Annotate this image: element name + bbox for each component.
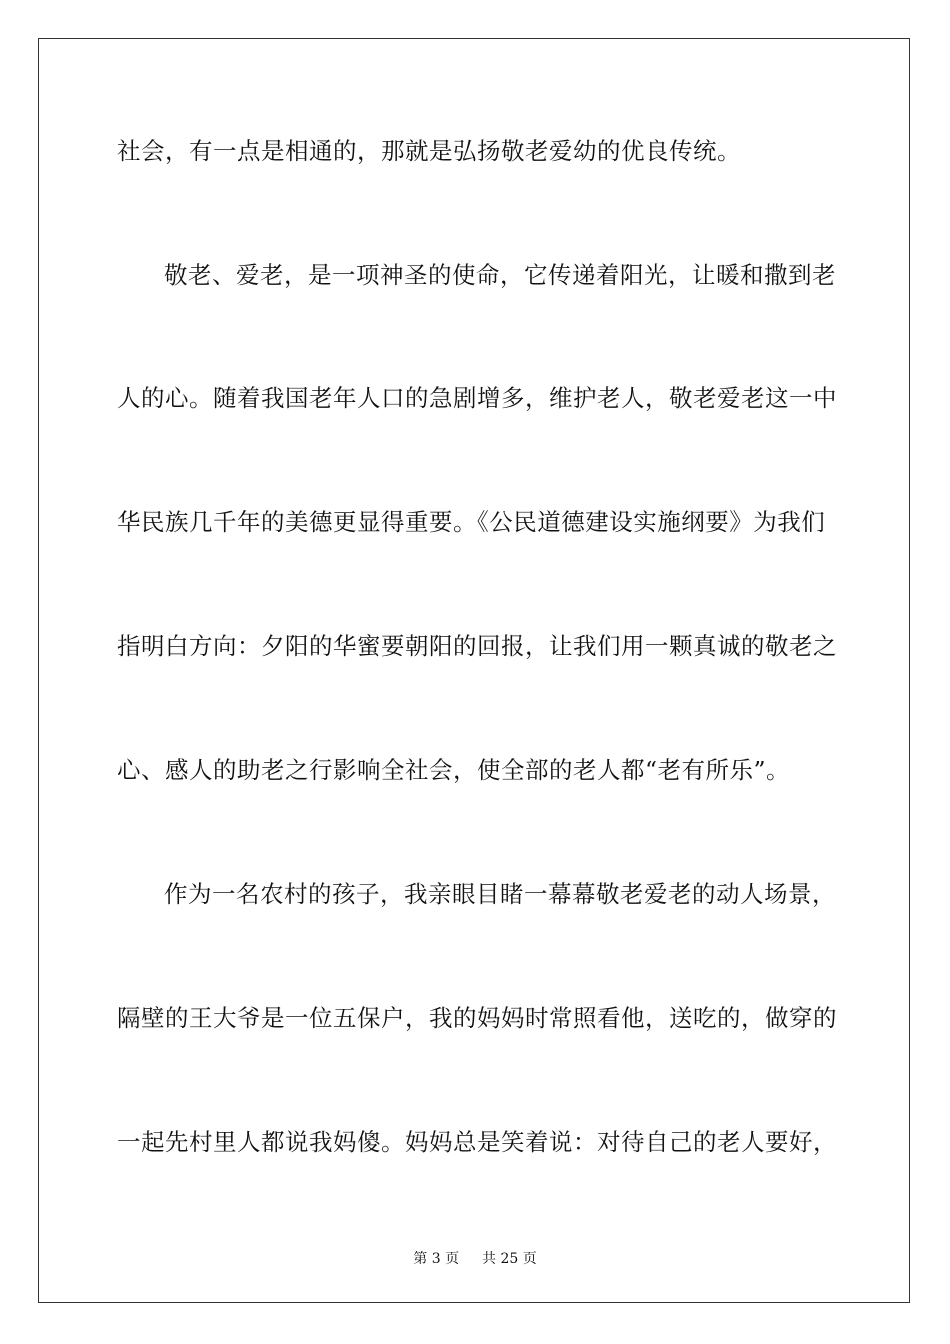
- paragraph-line: 人的心。随着我国老年人口的急剧增多，维护老人，敬老爱老这一中: [117, 384, 837, 412]
- paragraph-line: 华民族几千年的美德更显得重要。《公民道德建设实施纲要》为我们: [117, 508, 826, 536]
- paragraph-line: 一起先村里人都说我妈傻。妈妈总是笑着说：对待自己的老人要好，: [117, 1128, 837, 1156]
- paragraph-line: 隔壁的王大爷是一位五保户，我的妈妈时常照看他，送吃的，做穿的: [117, 1004, 837, 1032]
- page-footer: [0, 1248, 950, 1268]
- total-pages: 共 25 页: [482, 1251, 537, 1267]
- paragraph-line: 社会，有一点是相通的，那就是弘扬敬老爱幼的优良传统。: [117, 137, 741, 165]
- paragraph-line: 心、感人的助老之行影响全社会，使全部的老人都“老有所乐”。: [117, 756, 791, 784]
- page-border: [38, 38, 910, 1303]
- page-number: 第 3 页: [413, 1251, 460, 1267]
- paragraph-line: 敬老、爱老，是一项神圣的使命，它传递着阳光，让暖和撒到老: [164, 261, 836, 289]
- paragraph-line: 作为一名农村的孩子，我亲眼目睹一幕幕敬老爱老的动人场景，: [164, 880, 836, 908]
- paragraph-line: 指明白方向：夕阳的华蜜要朝阳的回报，让我们用一颗真诚的敬老之: [117, 632, 837, 660]
